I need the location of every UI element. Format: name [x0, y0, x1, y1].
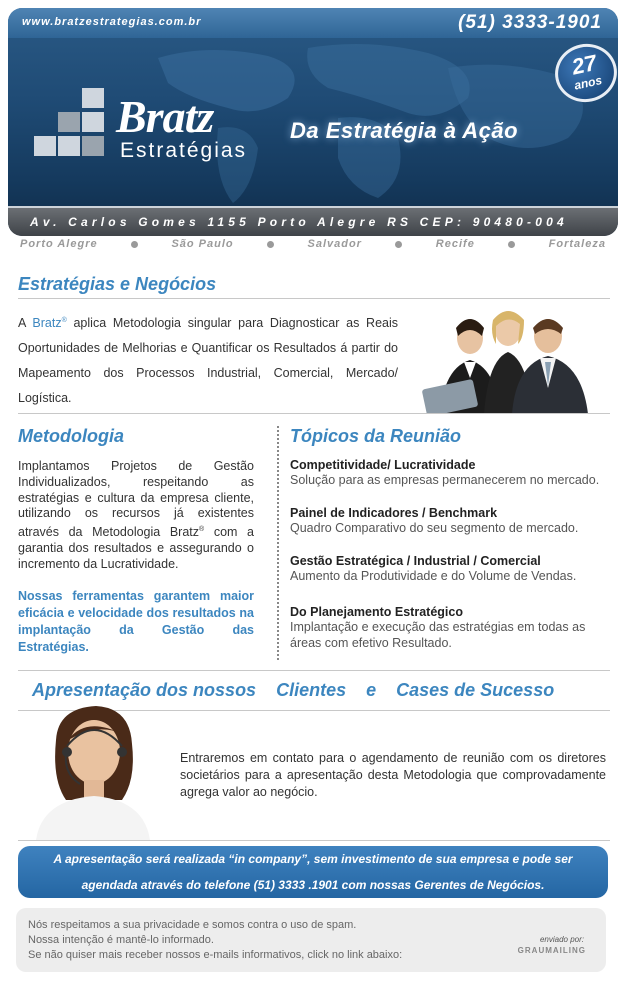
intro-text [18, 308, 398, 411]
sent-by-label: enviado por: [539, 935, 584, 944]
intro-pre: A [18, 316, 26, 331]
topic-item [290, 458, 620, 488]
presentation-text: Entraremos em contato para o agendamento de reunião com os diretores societários para a apresentação desta Metodologia que comprovadamente agrega valor ao negócio. [180, 751, 606, 799]
methodology-body-a: Implantamos Projetos de Gestão Individualizados, respeitando as estratégias e cultura da empresa cliente, utilizando os recursos já existentes através da Metodologia Bratz [18, 459, 254, 540]
city-item: São Paulo [171, 238, 234, 250]
call-center-agent-photo [26, 700, 156, 840]
badge-number: 27 [569, 49, 599, 80]
business-team-photo [400, 298, 602, 414]
topic-title: Gestão Estratégica / Industrial / Comercial [290, 554, 541, 568]
brand-name: Bratz [32, 316, 62, 331]
registered-mark: ® [199, 526, 205, 534]
logo-main: Bratz [116, 91, 214, 142]
address-text: Av. Carlos Gomes 1155 Porto Alegre RS CEP: 90480-004 [30, 215, 568, 229]
company-logo [116, 91, 248, 162]
intro-body: aplica Metodologia singular para Diagnosticar as Reais Oportunidades de Melhorias e Quantificar os Resultados á partir do Mapeamento dos Processos Industrial, Comercial, Mercado/ Logística. [18, 316, 399, 406]
callout-line2: agendada através do telefone (51) 3333 .1901 com nossas Gerentes de Negócios. [81, 878, 545, 892]
header-phone: (51) 3333-1901 [458, 12, 602, 33]
dotted-separator [277, 426, 279, 660]
website-url[interactable]: www.bratzestrategias.com.br [22, 16, 202, 28]
slogan: Da Estratégia à Ação [290, 118, 519, 143]
badge-text: anos [572, 73, 604, 93]
topic-title: Do Planejamento Estratégico [290, 605, 463, 619]
footer-line1: Nós respeitamos a sua privacidade e somos contra o uso de spam. [28, 919, 357, 931]
topic-desc: Aumento da Produtividade e do Volume de Vendas. [290, 569, 577, 583]
methodology-body-b: com a garantia dos resultados e assegurando o incremento da Lucratividade. [18, 525, 254, 571]
bullet-dot-icon [131, 241, 138, 248]
topic-title: Competitividade/ Lucratividade [290, 458, 476, 472]
topic-item [290, 506, 620, 536]
presentation-heading: Apresentação dos nossos Clientes e Cases de Sucesso [32, 680, 555, 700]
address-bar [8, 206, 618, 236]
bullet-dot-icon [395, 241, 402, 248]
intro-heading: Estratégias e Negócios [18, 274, 217, 294]
divider [18, 670, 610, 671]
divider [18, 840, 610, 841]
city-item: Porto Alegre [20, 238, 98, 250]
logo-sub: Estratégias [120, 139, 248, 162]
topic-title: Painel de Indicadores / Benchmark [290, 506, 498, 520]
bullet-dot-icon [267, 241, 274, 248]
logo-squares-icon [22, 88, 112, 168]
city-item: Salvador [307, 238, 362, 250]
sender-logo[interactable]: GRAUMAILING [517, 946, 586, 955]
topic-desc: Quadro Comparativo do seu segmento de mercado. [290, 521, 579, 535]
header-banner [8, 8, 618, 236]
unsubscribe-text[interactable]: Se não quiser mais receber nossos e-mails informativos, click no link abaixo: [28, 949, 403, 961]
city-item: Fortaleza [548, 238, 606, 250]
city-item: Recife [435, 238, 475, 250]
footer-line2: Nossa intenção é mantê-lo informado. [28, 934, 214, 946]
topics-heading: Tópicos da Reunião [290, 426, 462, 446]
methodology-heading: Metodologia [18, 426, 124, 446]
topic-item [290, 554, 620, 584]
bullet-dot-icon [508, 241, 515, 248]
footer-text [28, 918, 402, 963]
topic-desc: Implantação e execução das estratégias em todas as áreas com efetivo Resultado. [290, 620, 586, 650]
cities-list [20, 238, 606, 250]
topic-desc: Solução para as empresas permanecerem no mercado. [290, 473, 600, 487]
footer [16, 908, 606, 972]
topic-item [290, 605, 610, 651]
divider [18, 413, 610, 414]
methodology-text [18, 459, 254, 573]
methodology-highlight: Nossas ferramentas garantem maior eficácia e velocidade dos resultados na implantação da Gestão das Estratégias. [18, 589, 254, 654]
registered-mark: ® [61, 317, 67, 324]
callout-line1: A apresentação será realizada “in company”, sem investimento de sua empresa e pode ser [53, 852, 573, 866]
callout-box [18, 846, 608, 898]
